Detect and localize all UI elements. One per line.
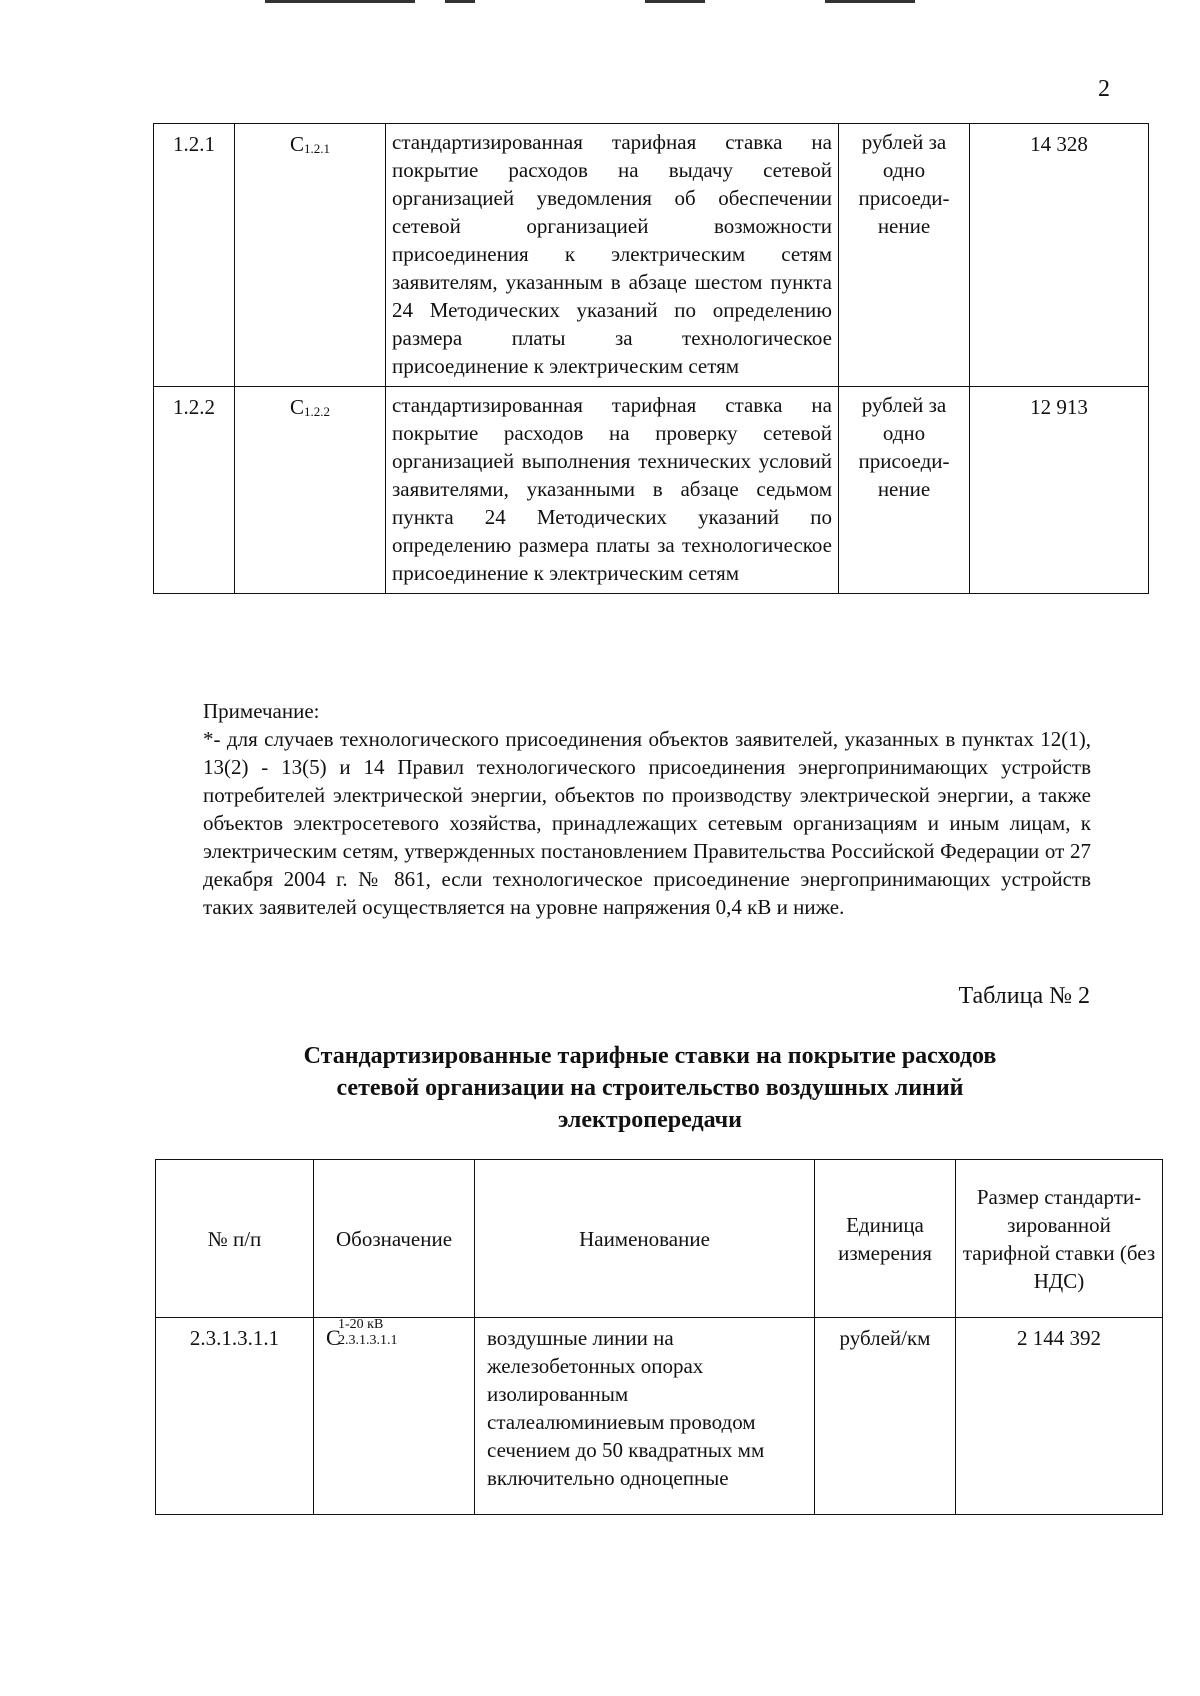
rate-unit: рублей/км	[815, 1318, 956, 1515]
table-row	[154, 387, 1149, 594]
header-unit: Единица измерения	[815, 1160, 956, 1318]
rate-symbol-superscript: 1-20 кВ	[338, 1317, 384, 1332]
note-title: Примечание:	[203, 699, 320, 723]
table-row	[154, 124, 1149, 387]
table-2-label: Таблица № 2	[958, 983, 1090, 1009]
rate-symbol-subscript: 1.2.1	[304, 141, 330, 156]
table-row	[156, 1318, 1163, 1515]
rate-description: воздушные линии на железобетонных опорах изолированным сталеалюминиевым проводом сечением до 50 квадратных мм включительно одноцепные	[475, 1318, 815, 1515]
rate-symbol-formula	[326, 1317, 398, 1352]
rate-symbol-letter: C	[289, 395, 304, 419]
table-2-heading	[200, 1040, 1100, 1136]
header-symbol: Обозначение	[314, 1160, 475, 1318]
rate-symbol-subscript: 2.3.1.3.1.1	[338, 1333, 398, 1348]
rate-value: 14 328	[970, 124, 1149, 387]
table-header-row	[156, 1160, 1163, 1318]
scan-artifact-marks	[265, 0, 985, 6]
row-number: 1.2.2	[154, 387, 235, 594]
header-name: Наименование	[475, 1160, 815, 1318]
row-number: 2.3.1.3.1.1	[156, 1318, 314, 1515]
rate-symbol-letter: C	[289, 132, 304, 156]
rate-symbol-letter: C	[326, 1325, 341, 1350]
tariff-table-1	[153, 123, 1149, 594]
rate-unit: рублей за одно присоеди-нение	[839, 124, 970, 387]
page-number: 2	[1098, 76, 1110, 102]
header-number: № п/п	[156, 1160, 314, 1318]
heading-line: Стандартизированные тарифные ставки на покрытие расходов	[303, 1043, 997, 1069]
rate-symbol	[235, 124, 386, 387]
rate-symbol-subscript: 1.2.2	[304, 404, 330, 419]
note-text: *- для случаев технологического присоединения объектов заявителей, указанных в пунктах 12(1), 13(2) - 13(5) и 14 Правил технологического присоединения энергопринимающих устройств потребителей электрической энергии, объектов по производству электрической энергии, а также объектов электросетевого хозяйства, принадлежащих сетевым организациям и иным лицам, к электрическим сетям, утвержденных постановлением Правительства Российской Федерации от 27 декабря 2004 г. № 861, если технологическое присоединение энергопринимающих устройств таких заявителей осуществляется на уровне напряжения 0,4 кВ и ниже.	[203, 727, 1091, 919]
rate-symbol	[235, 387, 386, 594]
rate-symbol	[314, 1318, 475, 1515]
rate-unit: рублей за одно присоеди-нение	[839, 387, 970, 594]
rate-value: 12 913	[970, 387, 1149, 594]
header-value: Размер стандарти-зированной тарифной ставки (без НДС)	[956, 1160, 1163, 1318]
heading-line: сетевой организации на строительство воздушных линий	[336, 1075, 964, 1101]
tariff-table-2	[155, 1159, 1163, 1515]
rate-value: 2 144 392	[956, 1318, 1163, 1515]
row-number: 1.2.1	[154, 124, 235, 387]
rate-description: стандартизированная тарифная ставка на покрытие расходов на проверку сетевой организацией выполнения технических условий заявителями, указанными в абзаце седьмом пункта 24 Методических указаний по определению размера платы за технологическое присоединение к электрическим сетям	[386, 387, 839, 594]
heading-line: электропередачи	[557, 1107, 743, 1133]
note-block	[203, 697, 1091, 921]
rate-description: стандартизированная тарифная ставка на покрытие расходов на выдачу сетевой организацией уведомления об обеспечении сетевой организацией возможности присоединения к электрическим сетям заявителям, указанным в абзаце шестом пункта 24 Методических указаний по определению размера платы за технологическое присоединение к электрическим сетям	[386, 124, 839, 387]
